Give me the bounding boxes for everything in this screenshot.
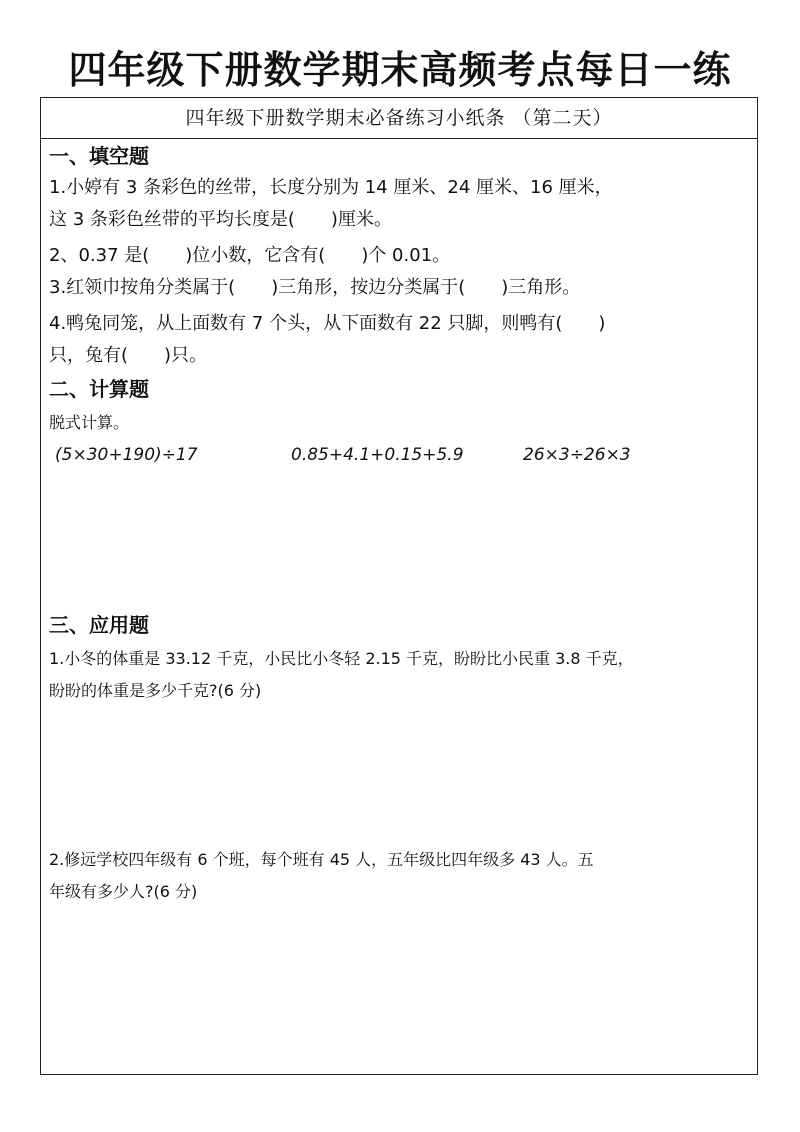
section-title-calculation: 二、计算题 bbox=[49, 377, 149, 401]
calculation-expression-2: 0.85+4.1+0.15+5.9 bbox=[291, 445, 464, 465]
section-title-fill-blank: 一、填空题 bbox=[49, 144, 149, 168]
calculation-instruction: 脱式计算。 bbox=[49, 413, 130, 432]
calculation-expression-3: 26×3÷26×3 bbox=[523, 445, 631, 465]
word-problem-2-line-2: 年级有多少人?(6 分) bbox=[49, 882, 198, 901]
exercise-sheet bbox=[40, 97, 758, 1075]
fill-question-2: 2、0.37 是( )位小数，它含有( )个 0.01。 bbox=[49, 245, 451, 266]
page-title: 四年级下册数学期末高频考点每日一练 bbox=[68, 47, 732, 92]
sheet-header: 四年级下册数学期末必备练习小纸条 （第二天） bbox=[41, 98, 757, 139]
word-problem-1-line-2: 盼盼的体重是多少千克?(6 分) bbox=[49, 681, 262, 700]
word-problem-1-line-1: 1.小冬的体重是 33.12 千克，小民比小冬轻 2.15 千克，盼盼比小民重 3.8 千克， bbox=[49, 649, 634, 668]
fill-question-4-line-1: 4.鸭兔同笼，从上面数有 7 个头，从下面数有 22 只脚，则鸭有( ) bbox=[49, 313, 606, 334]
fill-question-4-line-2: 只，兔有( )只。 bbox=[49, 345, 208, 366]
calculation-expression-1: (5×30+190)÷17 bbox=[55, 445, 198, 465]
section-title-word-problems: 三、应用题 bbox=[49, 613, 149, 637]
fill-question-1-line-2: 这 3 条彩色丝带的平均长度是( )厘米。 bbox=[49, 209, 392, 230]
fill-question-1-line-1: 1.小婷有 3 条彩色的丝带，长度分别为 14 厘米、24 厘米、16 厘米， bbox=[49, 177, 613, 198]
fill-question-3: 3.红领巾按角分类属于( )三角形，按边分类属于( )三角形。 bbox=[49, 277, 581, 298]
word-problem-2-line-1: 2.修远学校四年级有 6 个班，每个班有 45 人，五年级比四年级多 43 人。五 bbox=[49, 850, 594, 869]
